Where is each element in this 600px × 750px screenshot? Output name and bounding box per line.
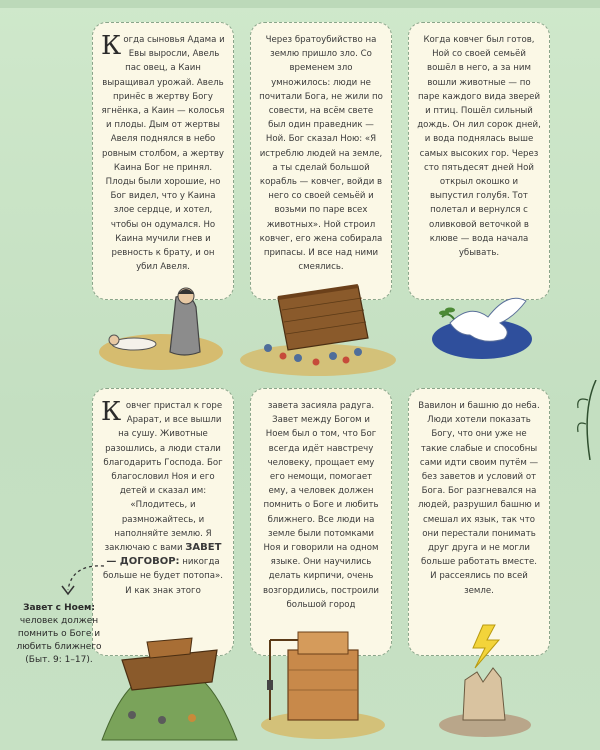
sidenote-reference: (Быт. 9: 1–17). bbox=[25, 655, 93, 665]
top-strip bbox=[0, 0, 600, 8]
drop-cap: К bbox=[101, 31, 122, 61]
story-text-3: Когда ковчег был готов, Ной со своей семьёй вошёл в него, а за ним вошли животные — по паре каждого вида зверей и птиц. Пошёл сильный дождь. Он лил сорок дней, и вода поднялась выше самых высоких гор. Через сто пятьдесят дней Ной открыл окошко и выпустил голубя. Тот полетал и вернулся с оливковой веточкой в клюве — вода начала убывать. bbox=[417, 35, 541, 259]
story-card-5 bbox=[250, 388, 392, 656]
story-text-1: Когда сыновья Адама и Евы выросли, Авель пас овец, а Каин выращивал урожай. Авель принёс в жертву Богу ягнёнка, а Каин — колосья и плоды. Дым от жертвы Авеля поднялся в небо ровным столбом, а жертву Каина Бог не принял. Плоды были хорошие, но Бог видел, что у Каина злое сердце, и хотел, чтобы он одумался. Но Каина мучили гнев и ревность к брату, и он убил Авеля. bbox=[101, 31, 225, 273]
story-card-3 bbox=[408, 22, 550, 300]
drop-cap: К bbox=[101, 397, 122, 427]
tower-destroyed-illustration bbox=[435, 620, 535, 740]
covenant-keyword: ЗАВЕТ — ДОГОВОР: bbox=[106, 542, 222, 568]
story-text-5: завета засияла радуга. Завет между Богом и Ноем был о том, что Бог всегда идёт навстречу человеку, прощает ему его немощи, помогает ему, а человек должен помнить о Боге и любить ближнего. Все люди на земле были потомками Ноя и говорили на одном языке. Они научились делать кирпичи, очень возгордились, построили большой город bbox=[263, 401, 379, 610]
dashed-arrow bbox=[48, 560, 108, 600]
story-text-6: Вавилон и башню до неба. Люди хотели показать Богу, что они уже не такие слабые и способны сами идти своим путём — без заветов и условий от Бога. Бог разгневался на людей, разрушил башню и смешал их язык, так что они перестали понимать друг друга и не могли больше работать вместе. И рассеялись по всей земле. bbox=[417, 401, 541, 596]
story-text-2: Через братоубийство на землю пришло зло. Со временем зло умножилось: люди не почитали Бога, не жили по совести, на всём свете был один праведник — Ной. Бог сказал Ною: «Я истреблю людей на земле, а ты сделай большой корабль — ковчег, войди в него со своей семьёй и возьми по паре всех животных». Ной строил ковчег, его жена собирала припасы. И все над ними смеялись. bbox=[259, 35, 383, 273]
tower-building-illustration bbox=[258, 620, 388, 740]
story-card-6 bbox=[408, 388, 550, 656]
sidenote-title: Завет с Ноем: bbox=[23, 603, 95, 613]
story-card-2 bbox=[250, 22, 392, 300]
story-text-4: Ковчег пристал к горе Арарат, и все вышли на сушу. Животные разошлись, а люди стали благодарить Господа. Бог благословил Ноя и его детей и сказал им: «Плодитесь, и размножайтесь, и наполняйте землю. Я заключаю с вами ЗАВЕТ — ДОГОВОР: никогда больше не будет потопа». И как знак этого bbox=[101, 397, 223, 596]
story-card-1 bbox=[92, 22, 234, 300]
covenant-sidenote bbox=[3, 602, 115, 667]
sidenote-text: человек должен помнить о Боге и любить ближнего bbox=[16, 616, 102, 652]
cain-abel-illustration bbox=[96, 282, 226, 372]
plant-decoration bbox=[574, 380, 598, 460]
ark-building-illustration bbox=[238, 268, 398, 380]
dove-olive-illustration bbox=[430, 283, 535, 363]
